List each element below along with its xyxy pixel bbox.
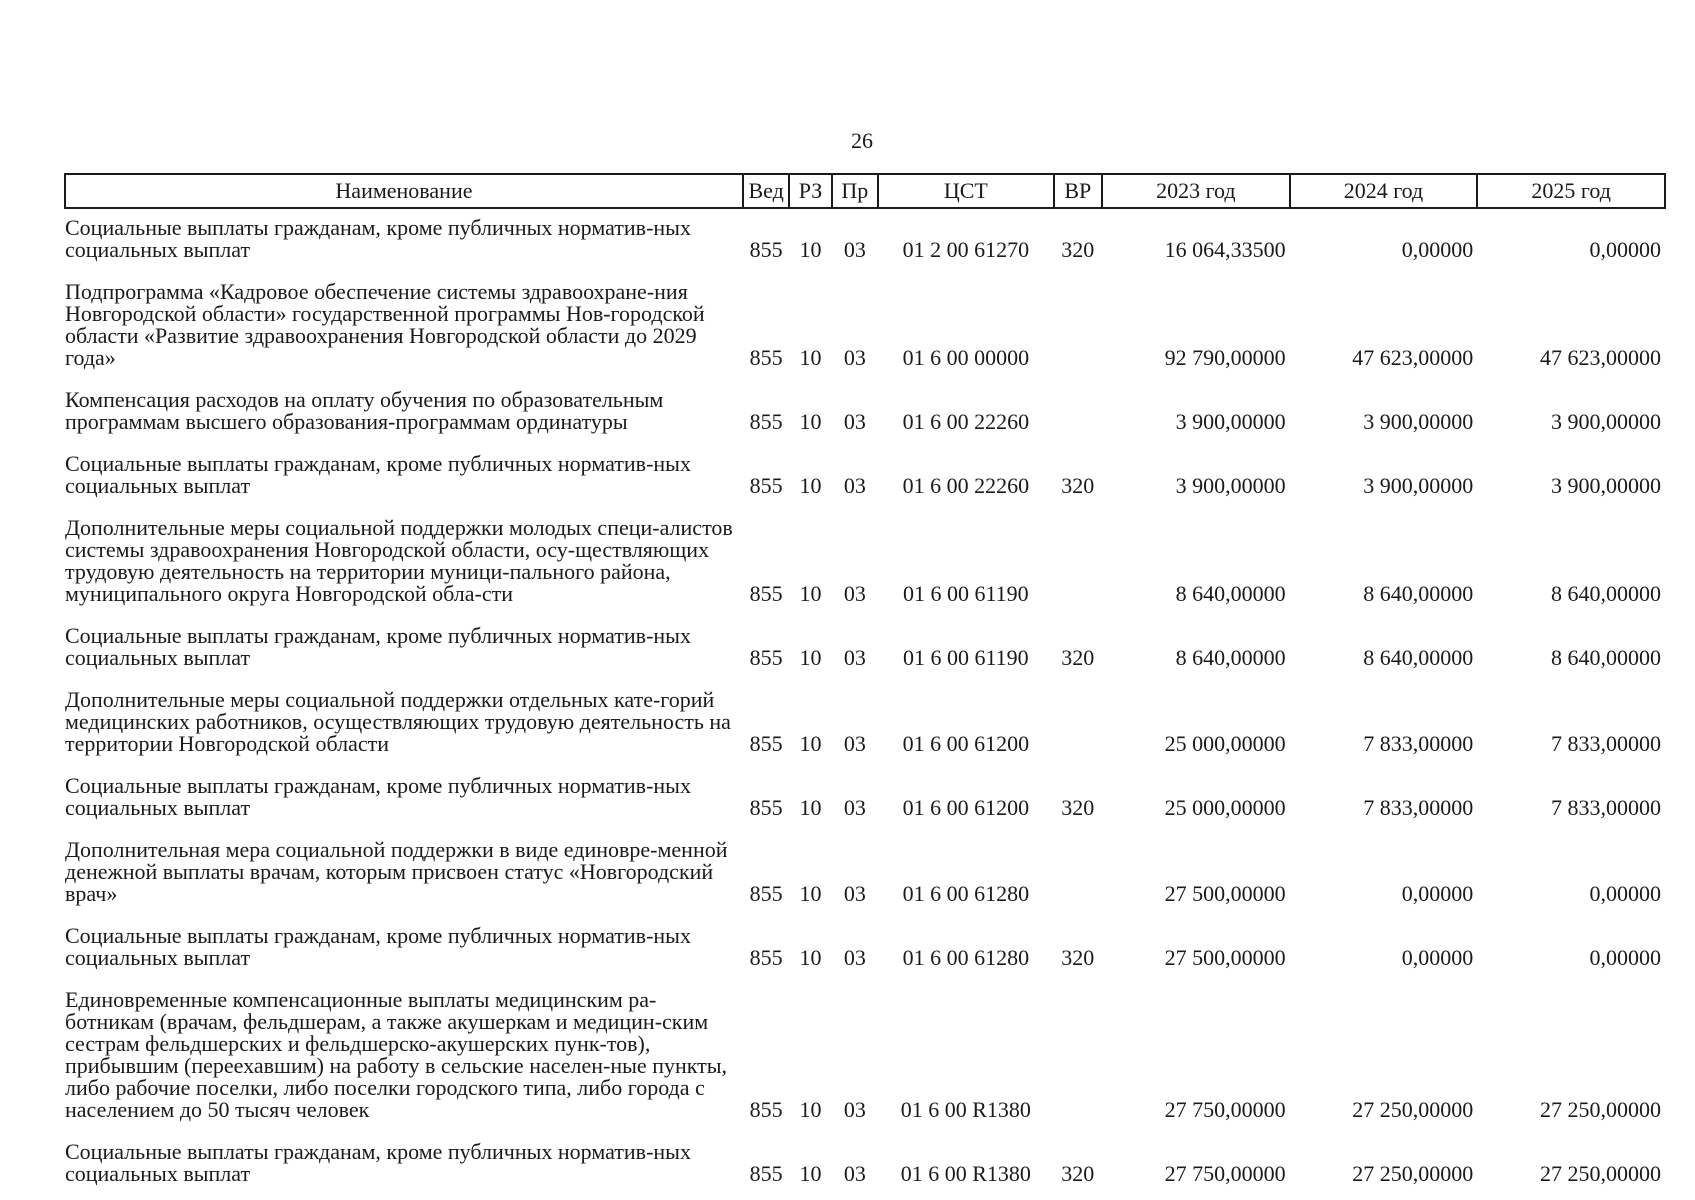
header-2023: 2023 год <box>1102 174 1290 208</box>
row-ved: 855 <box>749 409 783 434</box>
table-row <box>65 831 1665 917</box>
row-cst: 01 6 00 22260 <box>902 473 1030 498</box>
row-rz: 10 <box>799 237 822 262</box>
header-rz: РЗ <box>789 174 831 208</box>
row-amount-2024: 7 833,00000 <box>1363 731 1474 756</box>
row-pr: 03 <box>843 345 866 370</box>
row-vr <box>1054 273 1102 381</box>
row-amount-2025: 7 833,00000 <box>1551 795 1661 820</box>
table-row <box>65 273 1665 381</box>
table-row <box>65 981 1665 1133</box>
row-rz: 10 <box>799 881 822 906</box>
row-ved: 855 <box>749 473 783 498</box>
table-body <box>65 208 1665 1197</box>
row-amount-2023: 92 790,00000 <box>1164 345 1286 370</box>
row-amount-2025: 27 250,00000 <box>1540 1097 1661 1122</box>
page-number: 26 <box>851 128 873 153</box>
header-cst: ЦСТ <box>878 174 1054 208</box>
row-amount-2025: 47 623,00000 <box>1540 345 1661 370</box>
row-amount-2024: 27 250,00000 <box>1352 1097 1474 1122</box>
row-cst: 01 6 00 61190 <box>902 645 1029 670</box>
row-vr <box>1054 509 1102 617</box>
row-vr: 320 <box>1061 473 1095 498</box>
row-amount-2025: 3 900,00000 <box>1551 409 1661 434</box>
row-amount-2023: 27 500,00000 <box>1164 945 1286 970</box>
row-rz: 10 <box>799 1097 822 1122</box>
row-amount-2023: 25 000,00000 <box>1164 795 1286 820</box>
row-amount-2024: 0,00000 <box>1401 945 1474 970</box>
row-amount-2023: 16 064,33500 <box>1164 237 1286 262</box>
row-name: Социальные выплаты гражданам, кроме публичных норматив-ных социальных выплат <box>65 623 691 670</box>
row-ved: 855 <box>749 881 783 906</box>
row-pr: 03 <box>843 881 866 906</box>
row-cst: 01 2 00 61270 <box>902 237 1030 262</box>
table-row <box>65 509 1665 617</box>
row-pr: 03 <box>843 1097 866 1122</box>
row-vr: 320 <box>1061 1161 1095 1186</box>
row-cst: 01 6 00 00000 <box>902 345 1030 370</box>
row-amount-2025: 3 900,00000 <box>1551 473 1661 498</box>
row-name: Социальные выплаты гражданам, кроме публичных норматив-ных социальных выплат <box>65 773 691 820</box>
row-cst: 01 6 00 R1380 <box>900 1097 1031 1122</box>
header-2024: 2024 год <box>1290 174 1478 208</box>
row-vr <box>1054 381 1102 445</box>
row-name: Дополнительная мера социальной поддержки в виде единовре-менной денежной выплаты врачам, которым присвоен статус «Новгородский врач» <box>65 837 728 906</box>
row-amount-2023: 25 000,00000 <box>1164 731 1286 756</box>
row-vr: 320 <box>1061 237 1095 262</box>
table-row <box>65 617 1665 681</box>
row-amount-2024: 8 640,00000 <box>1363 645 1474 670</box>
row-amount-2025: 0,00000 <box>1589 945 1661 970</box>
row-amount-2025: 0,00000 <box>1589 881 1661 906</box>
table-row <box>65 208 1665 273</box>
header-2025: 2025 год <box>1477 174 1665 208</box>
row-rz: 10 <box>799 645 822 670</box>
row-name: Социальные выплаты гражданам, кроме публичных норматив-ных социальных выплат <box>65 1139 691 1186</box>
row-name: Социальные выплаты гражданам, кроме публичных норматив-ных социальных выплат <box>65 923 691 970</box>
row-name: Социальные выплаты гражданам, кроме публичных норматив-ных социальных выплат <box>65 215 691 262</box>
header-row <box>65 174 1665 208</box>
row-name: Единовременные компенсационные выплаты медицинским ра-ботникам (врачам, фельдшерам, а также акушеркам и медицин-ским сестрам фельдшерских и фельдшерско-акушерских пунк-тов), прибывшим (переехавшим) на работу в сельские населен-ные пункты, либо рабочие поселки, либо поселки городского типа, либо города с населением до 50 тысяч человек <box>65 987 728 1122</box>
row-rz: 10 <box>799 731 822 756</box>
table-row <box>65 681 1665 767</box>
row-ved: 855 <box>749 581 783 606</box>
row-cst: 01 6 00 R1380 <box>900 1161 1031 1186</box>
row-amount-2023: 3 900,00000 <box>1175 473 1286 498</box>
row-name: Социальные выплаты гражданам, кроме публичных норматив-ных социальных выплат <box>65 451 691 498</box>
row-rz: 10 <box>799 473 822 498</box>
row-rz: 10 <box>799 581 822 606</box>
row-pr: 03 <box>843 945 866 970</box>
row-amount-2025: 8 640,00000 <box>1551 581 1661 606</box>
table-row <box>65 445 1665 509</box>
row-cst: 01 6 00 61280 <box>902 945 1030 970</box>
row-rz: 10 <box>799 345 822 370</box>
table-row <box>65 381 1665 445</box>
row-amount-2024: 3 900,00000 <box>1363 473 1474 498</box>
table-row <box>65 1133 1665 1197</box>
row-amount-2023: 8 640,00000 <box>1175 581 1286 606</box>
row-amount-2024: 27 250,00000 <box>1352 1161 1474 1186</box>
row-amount-2025: 27 250,00000 <box>1540 1161 1661 1186</box>
row-ved: 855 <box>749 945 783 970</box>
row-ved: 855 <box>749 795 783 820</box>
table-row <box>65 917 1665 981</box>
row-cst: 01 6 00 61280 <box>902 881 1030 906</box>
row-ved: 855 <box>749 731 783 756</box>
row-name: Дополнительные меры социальной поддержки молодых специ-алистов системы здравоохранения Новгородской области, осу-ществляющих трудовую деятельность на территории муници-пального района, муниципального округа Новгородской обла-сти <box>65 515 733 606</box>
row-vr <box>1054 681 1102 767</box>
table-row <box>65 767 1665 831</box>
row-amount-2025: 8 640,00000 <box>1551 645 1661 670</box>
row-name: Компенсация расходов на оплату обучения по образовательным программам высшего образования-программам ординатуры <box>65 387 664 434</box>
row-amount-2023: 8 640,00000 <box>1175 645 1286 670</box>
row-cst: 01 6 00 61200 <box>902 731 1030 756</box>
row-rz: 10 <box>799 409 822 434</box>
row-name: Подпрограмма «Кадровое обеспечение системы здравоохране-ния Новгородской области» государственной программы Нов-городской области «Развитие здравоохранения Новгородской области до 2029 года» <box>65 279 705 370</box>
row-cst: 01 6 00 22260 <box>902 409 1030 434</box>
header-name: Наименование <box>65 174 743 208</box>
header-pr: Пр <box>832 174 878 208</box>
row-amount-2024: 3 900,00000 <box>1363 409 1474 434</box>
row-ved: 855 <box>749 237 783 262</box>
row-name: Дополнительные меры социальной поддержки отдельных кате-горий медицинских работников, осуществляющих трудовую деятельность на территории Новгородской области <box>65 687 731 756</box>
row-vr <box>1054 831 1102 917</box>
row-pr: 03 <box>843 409 866 434</box>
row-pr: 03 <box>843 473 866 498</box>
row-vr: 320 <box>1061 645 1095 670</box>
row-amount-2024: 0,00000 <box>1401 237 1474 262</box>
row-amount-2025: 0,00000 <box>1589 237 1661 262</box>
row-ved: 855 <box>749 345 783 370</box>
row-amount-2023: 27 750,00000 <box>1164 1097 1286 1122</box>
row-rz: 10 <box>799 945 822 970</box>
row-amount-2023: 27 750,00000 <box>1164 1161 1286 1186</box>
row-pr: 03 <box>843 581 866 606</box>
row-pr: 03 <box>843 731 866 756</box>
row-amount-2024: 47 623,00000 <box>1352 345 1474 370</box>
row-amount-2023: 3 900,00000 <box>1175 409 1286 434</box>
row-cst: 01 6 00 61200 <box>902 795 1030 820</box>
row-vr <box>1054 981 1102 1133</box>
row-ved: 855 <box>749 1161 783 1186</box>
budget-table <box>64 173 1666 1197</box>
header-ved: Вед <box>743 174 789 208</box>
row-pr: 03 <box>843 795 866 820</box>
row-amount-2023: 27 500,00000 <box>1164 881 1286 906</box>
header-vr: ВР <box>1054 174 1102 208</box>
row-rz: 10 <box>799 1161 822 1186</box>
row-pr: 03 <box>843 1161 866 1186</box>
row-ved: 855 <box>749 645 783 670</box>
row-pr: 03 <box>843 237 866 262</box>
row-vr: 320 <box>1061 945 1095 970</box>
row-cst: 01 6 00 61190 <box>902 581 1029 606</box>
row-amount-2024: 0,00000 <box>1401 881 1474 906</box>
row-rz: 10 <box>799 795 822 820</box>
row-amount-2025: 7 833,00000 <box>1551 731 1661 756</box>
row-ved: 855 <box>749 1097 783 1122</box>
row-amount-2024: 8 640,00000 <box>1363 581 1474 606</box>
row-pr: 03 <box>843 645 866 670</box>
row-amount-2024: 7 833,00000 <box>1363 795 1474 820</box>
row-vr: 320 <box>1061 795 1095 820</box>
